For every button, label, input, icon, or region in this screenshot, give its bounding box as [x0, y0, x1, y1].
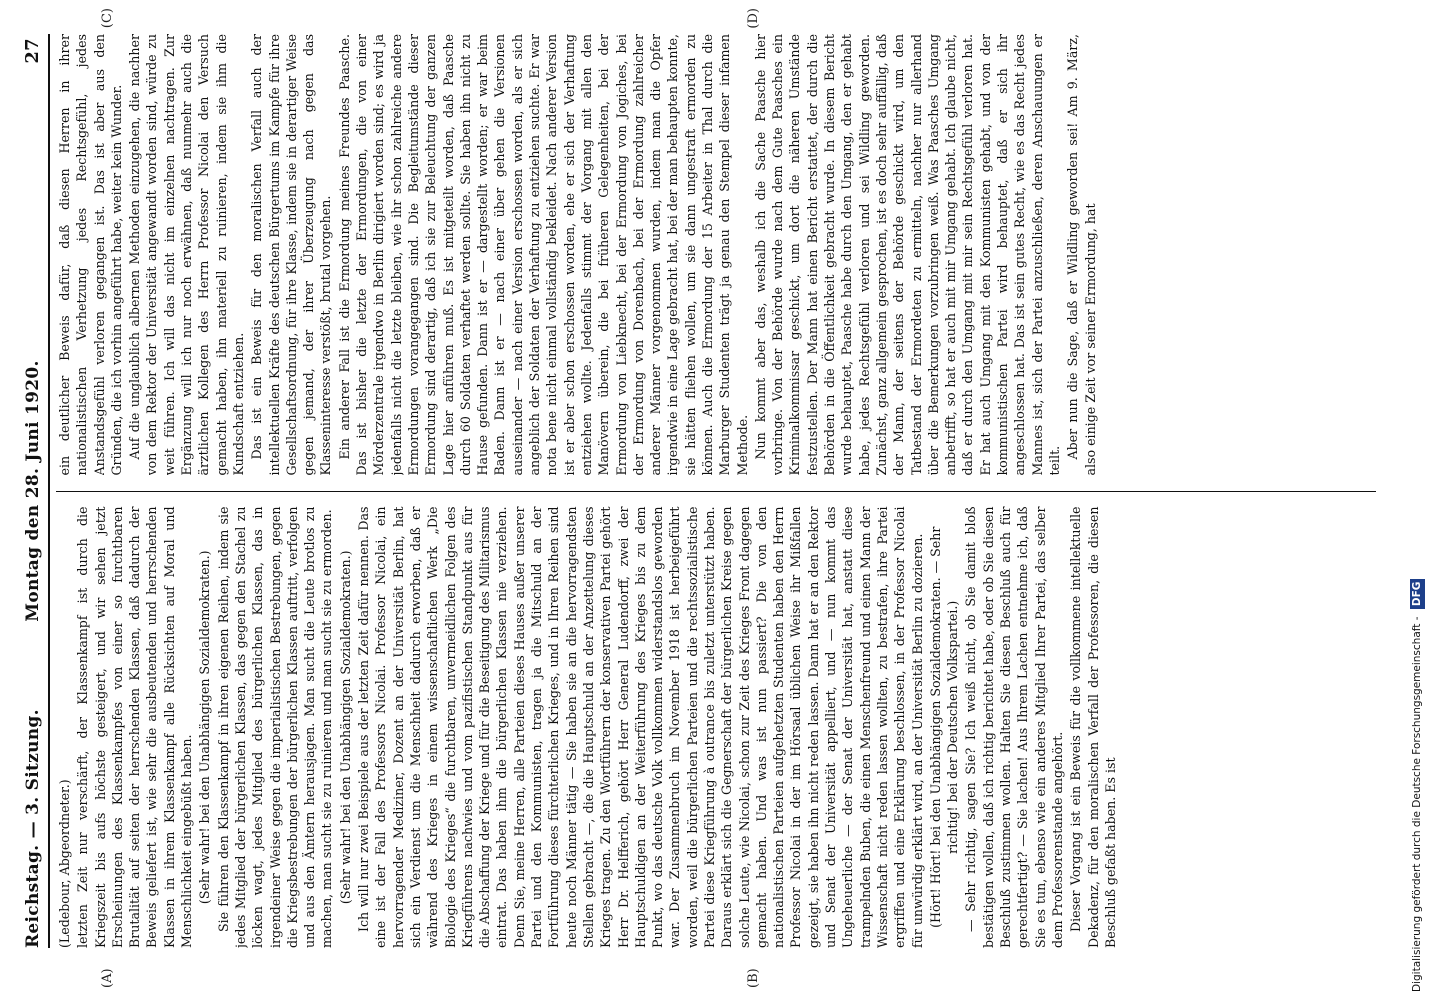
right-column-paragraph: Das ist ein Beweis für den moralischen Verfall auch der intellektuellen Kräfte des deutschen Bürgertums im Kampfe für ihre Gesellschaftsordnung, für ihre Klasse, indem sie in derartiger Weise gegen jemand, der ihrer Überzeugung nach gegen das Klasseninteresse verstößt, brutal vorgehen.	[249, 34, 334, 476]
left-column-paragraph: (Sehr wahr! bei den Unabhängigen Sozialdemokraten.)	[337, 550, 353, 905]
left-column-paragraph: — Sehr richtig, sagen Sie? Ich weiß nicht, ob Sie damit bloß bestätigen wollen, daß ich richtig berichtet habe, oder ob Sie diesen Beschluß zustimmen wollen. Halten Sie diesen Beschluß auch für gerechtfertigt? — Sie lachen! Aus Ihrem Lachen entnehme ich, daß Sie es tun, ebenso wie ein anderes Mitglied Ihrer Partei, das selber dem Professorenstande angehört.	[963, 506, 1065, 948]
page-number: 27	[22, 38, 43, 64]
left-column-paragraph: (Sehr wahr! bei den Unabhängigen Sozialdemokraten.)	[197, 550, 213, 905]
left-column-paragraph: Ich will nur zwei Beispiele aus der letzten Zeit dafür nennen. Das eine ist der Fall des Professors Nicolai. Professor Nicolai, ein hervorragender Mediziner, Dozent an der Universität Berlin, hat sich ein Verdienst um die Menschheit dadurch erworben, daß er während des Krieges in einem wissenschaftlichen Werk „Die Biologie des Krieges“ die furchtbaren, unvermeidlichen Folgen des Kriegführens nachwies und vom pazifistischen Standpunkt aus für die Abschaffung der Kriege und für die Beseitigung des Militarismus eintrat. Das haben ihm die bürgerlichen Klassen nie verziehen. Denn Sie, meine Herren, alle Parteien dieses Hauses außer unserer Partei und den Kommunisten, tragen ja die Mitschuld an der Fortführung dieses fürchterlichen Krieges, und in Ihren Reihen sind heute noch Männer tätig — Sie haben sie an die hervorragendsten Stellen gebracht —, die die Hauptschuld an der Anzettelung dieses Krieges tragen. Zu den Wortführern der konservativen Partei gehört Herr Dr. Helfferich, gehört Herr General Ludendorff, zwei der Hauptschuldigen an der Weiterführung des Krieges bis zu dem Punkt, wo das deutsche Volk vollkommen widerstandslos geworden war. Der Zusammenbruch im November 1918 ist herbeigeführt worden, weil die bürgerlichen Parteien und die rechtssozialistische Partei diese Kriegführung à outrance bis zuletzt unterstützt haben. Daraus erklärt sich die Gegnerschaft der bürgerlichen Kreise gegen solche Leute, wie Nicolai, schon zur Zeit des Krieges Front dagegen gemacht haben. Und was ist nun passiert? Die von den nationalistischen Parteien aufgehetzten Studenten haben den Herrn Professor Nicolai in der im Hörsaal üblichen Weise ihr Mißfallen gezeigt, sie haben ihn nicht reden lassen. Dann hat er an den Rektor und Senat der Universität appelliert, und — nun kommt das Ungeheuerliche — der Senat der Universität hat, anstatt diese trampelnden Buben, die einen Menschenfreund und einen Mann der Wissenschaft nicht reden lassen wollten, zu bestrafen, ihre Partei ergriffen und eine Erklärung beschlossen, in der Professor Nicolai für unwürdig erklärt wird, an der Universität Berlin zu dozieren.	[356, 506, 925, 948]
left-column-paragraph: letzten Zeit nur verschärft, der Klassenkampf ist durch die Kriegszeit bis aufs höchste gesteigert, und wir sehen jetzt Erscheinungen des Klassenkampfes von einer so furchtbaren Brutalität auf seiten der herrschenden Klassen, daß dadurch der Beweis geliefert ist, wie sehr die ausbeutenden und herrschenden Klassen in ihrem Klassenkampf alle Rücksichten auf Moral und Menschlichkeit eingebüßt haben.	[75, 506, 195, 948]
left-column-paragraph: Dieser Vorgang ist ein Beweis für die vollkommene intellektuelle Dekadenz, für den moralischen Verfall der Professoren, die diesen Beschluß gefaßt haben. Es ist	[1068, 506, 1118, 948]
right-column-paragraph: Aber nun die Sage, daß er Wildling geworden sei! Am 9. März, also einige Zeit vor seiner Ermordung, hat	[1065, 34, 1098, 476]
digitization-credit	[1406, 0, 1428, 1000]
right-column-paragraph: ein deutlicher Beweis dafür, daß diesen Herren in ihrer nationalistischen Verhetzung jedes Rechtsgefühl, jedes Anstandsgefühl verloren gegangen ist. Das ist aber aus den Gründen, die ich vorhin angeführt habe, weiter kein Wunder.	[57, 34, 124, 476]
left-column-paragraph: Sie führen den Klassenkampf in ihren eigenen Reihen, indem sie jedes Mitglied der bürgerlichen Klassen, das gegen den Stachel zu löcken wagt, jedes Mitglied des bürgerlichen Klassen, das in irgendeiner Weise gegen die imperialistischen Bestrebungen, gegen die Kriegsbestrebungen der bürgerlichen Klassen auftritt, verfolgen und aus den Ämtern herausjagen. Man sucht die Leute brotlos zu machen, man sucht sie zu ruinieren und man sucht sie zu ermorden.	[215, 506, 335, 948]
margin-letter-b: (B)	[746, 968, 761, 988]
margin-letter-a: (A)	[100, 968, 115, 988]
margin-letter-c: (C)	[100, 8, 115, 29]
left-column	[56, 492, 1376, 949]
right-column	[56, 34, 1376, 476]
dfg-logo: DFG	[1410, 579, 1425, 610]
right-column-paragraph: Ein anderer Fall ist die Ermordung meines Freundes Paasche. Das ist bisher die letzte der Ermordungen, die von einer Mörderzentrale irgendwo in Berlin dirigiert worden sind; es wird ja jedenfalls nicht die letzte bleiben, wie ihr schon zahlreiche andere Ermordungen vorangegangen sind. Die Begleitumstände dieser Ermordung sind derartig, daß ich sie zur Beleuchtung der ganzen Lage hier anführen muß. Es ist mitgeteilt worden, daß Paasche durch 60 Soldaten verhaftet werden sollte. Sie haben ihn nicht zu Hause gefunden. Dann ist er — dargestellt worden; er war beim Baden. Dann ist er — nach einer über gehen die Versionen auseinander — nach einer Version erschossen worden, als er sich angeblich der Soldaten der Verhaftung zu entziehen suchte. Er war nota bene nicht einmal vollständig bekleidet. Nach anderer Version ist er aber schon erschossen worden, ehe er sich der Verhaftung entziehen wollte. Jedenfalls stimmt der Vorgang mit allen den Manövern überein, die bei früheren Gelegenheiten, bei der Ermordung von Liebknecht, bei der Ermordung von Jogiches, bei der Ermordung von Dorenbach, bei der Ermordung zahlreicher anderer Männer vorgenommen wurden, indem man die Opfer irgendwie in eine Lage gebracht hat, bei der man behaupten konnte, sie hätten fliehen wollen, um sie dann ungestraft ermorden zu können. Auch die Ermordung der 15 Arbeiter in Thal durch die Marburger Studenten trägt ja genau den Stempel dieser infamen Methode.	[336, 34, 750, 476]
left-column-paragraph: (Hört! Hört! bei den Unabhängigen Sozialdemokraten. — Sehr richtig! bei der Deutschen Volkspartei.)	[927, 526, 961, 928]
session-title: Reichstag. — 3. Sitzung.	[23, 709, 43, 948]
page-header	[18, 34, 50, 948]
text-columns	[56, 8, 1376, 988]
credit-text: Digitalisierung gefördert durch die Deutsche Forschungsgemeinschaft -	[1411, 616, 1423, 992]
right-column-paragraph: Auf die unglaublich albernen Methoden einzugehen, die nachher von dem Rektor der Universität angewandt worden sind, würde zu weit führen. Ich will das nicht im einzelnen nachtragen. Zur Ergänzung will ich nur noch erwähnen, daß nunmehr auch die ärztlichen Kollegen des Herrn Professor Nicolai den Versuch gemacht haben, ihn materiell zu ruinieren, indem sie ihm die Kundschaft entziehen.	[127, 34, 246, 476]
left-column-paragraph: (Ledebour, Abgeordneter.)	[57, 779, 72, 948]
right-column-paragraph: Nun kommt aber das, weshalb ich die Sache Paasche hier vorbringe. Von der Behörde wurde nach dem Gute Paasches ein Kriminalkommissar geschickt, um dort die näheren Umstände festzustellen. Der Mann hat einen Bericht erstattet, der durch die Behörden in die Öffentlichkeit gebracht wurde. In diesem Bericht wurde behauptet, Paasche habe durch den Umgang, den er gehabt habe, jedes Rechtsgefühl verloren und sei Wildling geworden. Zunächst, ganz allgemein gesprochen, ist es doch sehr auffällig, daß der Mann, der seitens der Behörde geschickt wird, um den Tatbestand der Ermordeten zu ermitteln, nachher nur allerhand über die Bemerkungen vorzubringen weiß. Was Paasches Umgang anbetrifft, so hat er auch mit mir Umgang gehabt. Ich glaube nicht, daß er durch den Umgang mit mir sein Rechtsgefühl verloren hat. Er hat auch Umgang mit den Kommunisten gehabt, und von der kommunistischen Partei wird behauptet, daß er sich ihr angeschlossen hat. Das ist sein gutes Recht, wie es das Recht jedes Mannes ist, sich der Partei anzuschließen, deren Anschauungen er teilt.	[752, 34, 1062, 476]
session-date: Montag den 28. Juni 1920.	[23, 360, 43, 622]
margin-letter-d: (D)	[746, 8, 761, 29]
